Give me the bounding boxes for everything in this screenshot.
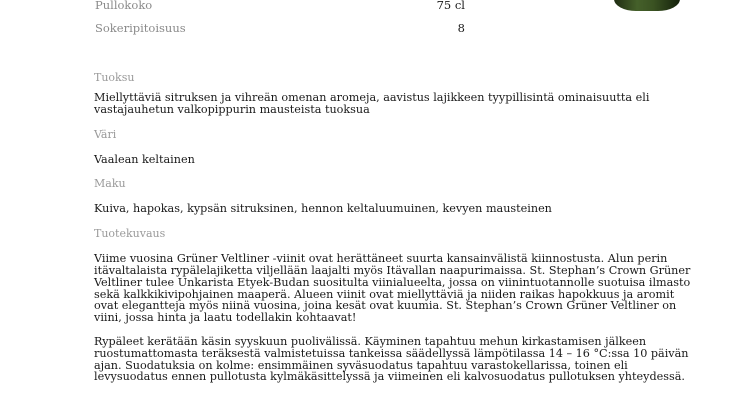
section-label: Väri	[94, 127, 117, 141]
product-specs	[95, 0, 465, 39]
spec-value: 8	[457, 20, 465, 35]
product-details	[94, 71, 694, 383]
spec-row-sugar-content	[95, 16, 465, 39]
spec-row-bottle-size	[95, 0, 465, 16]
description-paragraph: Rypäleet kerätään käsin syyskuun puolivälissä. Käyminen tapahtuu mehun kirkastamisen jälkeen ruostumattomasta teräksestä valmistetuissa tankeissa säädellyssä lämpötilassa 14 – 16 °C:ssa 10 päivän ajan. Suodatuksia on kolme: ensimmäinen syväsuodatus tapahtuu varastokellarissa, toinen eli levysuodatus ennen pullotusta kylmäkäsittelyssä ja viimeinen eli kalvosuodatus pullotuksen yhteydessä.	[94, 334, 689, 384]
section-taste	[94, 177, 694, 215]
spec-value: 75 cl	[436, 0, 465, 12]
spec-label: Sokeripitoisuus	[95, 20, 186, 35]
section-label: Tuotekuvaus	[94, 227, 166, 241]
spec-label: Pullokoko	[95, 0, 153, 12]
section-text: Kuiva, hapokas, kypsän sitruksinen, hennon keltaluumuinen, kevyen mausteinen	[94, 202, 552, 216]
section-text: Vaalean keltainen	[94, 152, 195, 166]
wine-bottle-image	[614, 0, 680, 11]
section-description	[94, 227, 694, 383]
section-text: Miellyttäviä sitruksen ja vihreän omenan aromeja, aavistus lajikkeen tyypillisintä ominaisuutta eli vastajauhetun valkopippurin mausteista tuoksua	[94, 91, 650, 116]
description-paragraph: Viime vuosina Grüner Veltliner -viinit ovat herättäneet suurta kansainvälistä kiinnostusta. Alun perin itävaltalaista rypälelajiketta viljellään laajalti myös Itävallan naapurimaissa. St. Stephan’s Crown Grüner Veltliner tulee Unkarista Etyek-Budan suositulta viinialueelta, jossa on viinintuotannolle suotuisa ilmasto sekä kalkkikivipohjainen maaperä. Alueen viinit ovat miellyttäviä ja niiden raikas hapokkuus ja aromit ovat elegantteja myös niinä vuosina, joina kesät ovat kuumia. St. Stephan’s Crown Grüner Veltliner on viini, jossa hinta ja laatu todellakin kohtaavat!	[94, 252, 691, 325]
section-color	[94, 128, 694, 166]
section-label: Maku	[94, 177, 126, 191]
section-aroma	[94, 71, 694, 116]
section-label: Tuoksu	[94, 71, 135, 84]
